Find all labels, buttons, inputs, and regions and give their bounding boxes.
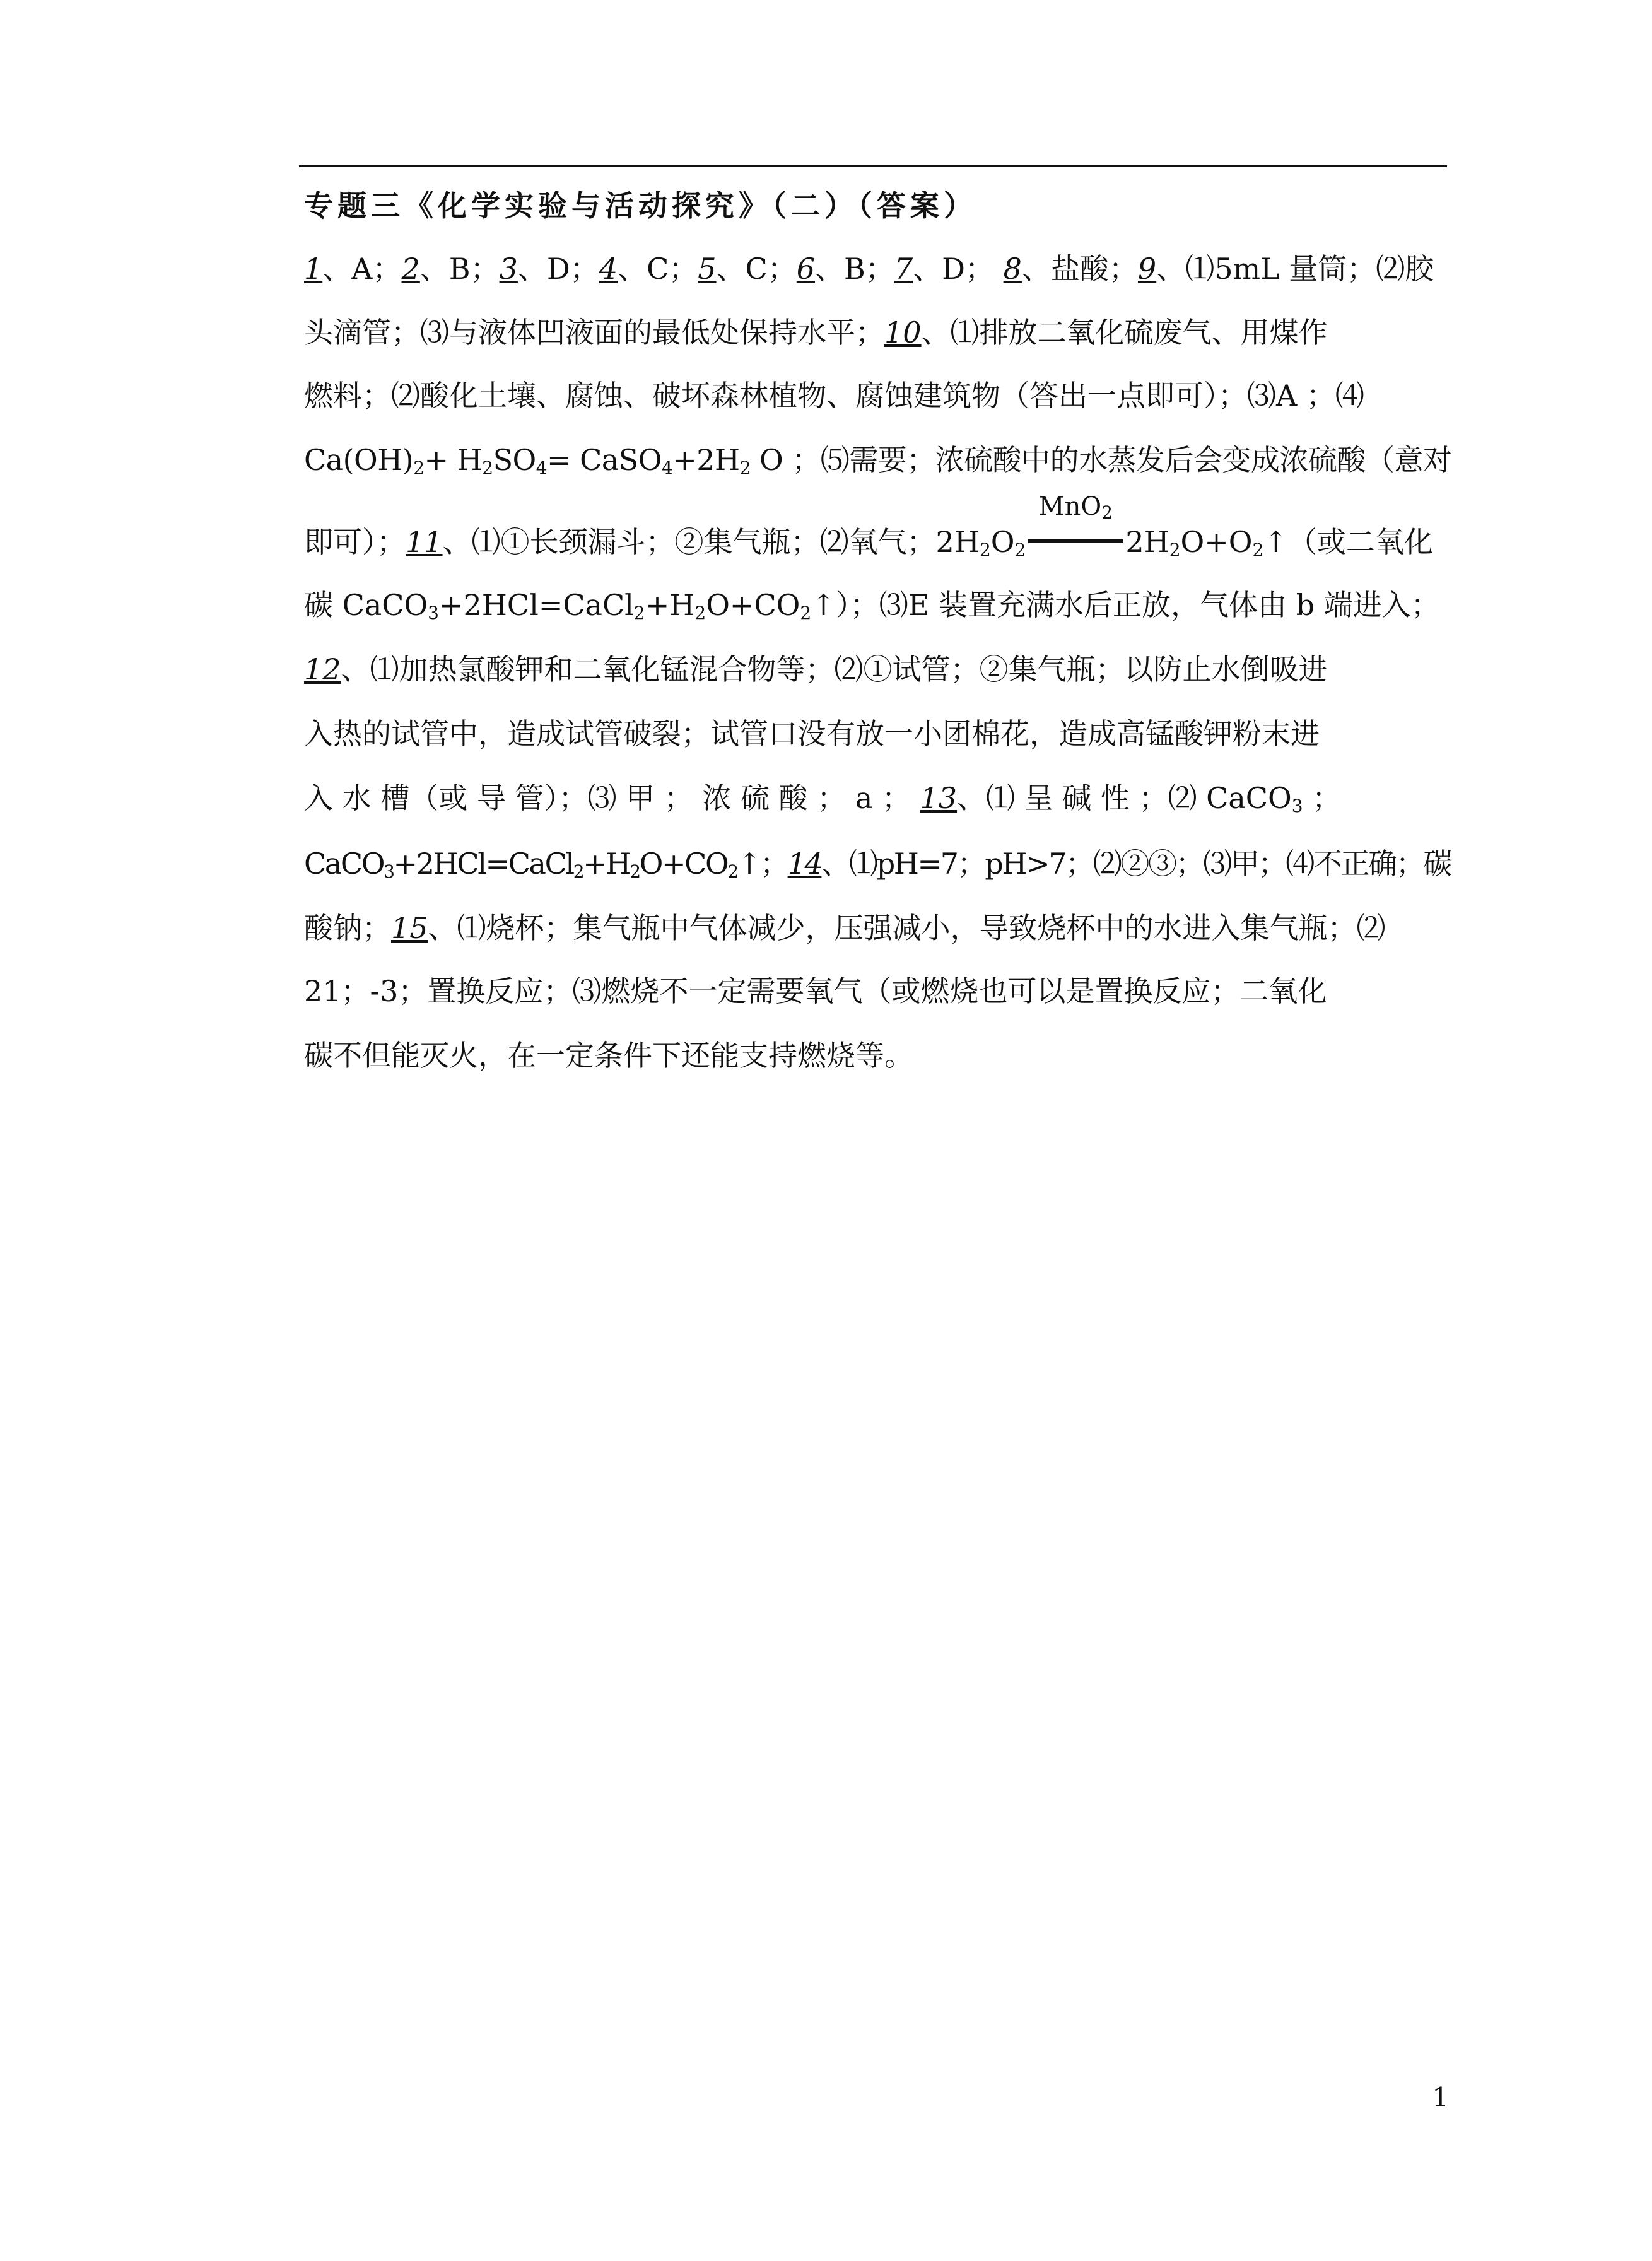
text-run: 、B； <box>419 252 500 286</box>
catalyst-equals-sign <box>1026 492 1125 561</box>
question-number: 7 <box>894 252 913 286</box>
answer-line <box>304 909 1452 947</box>
text-run: O+CO <box>706 588 800 622</box>
double-bar <box>1028 539 1123 543</box>
text-run: 头滴管；⑶与液体凹液面的最低处保持水平； <box>304 315 884 349</box>
answer-line <box>304 377 1452 414</box>
text-run: O+CO <box>639 847 728 881</box>
question-number: 9 <box>1137 252 1157 286</box>
catalyst-label: MnO$_2$ <box>1038 492 1113 523</box>
answer-line <box>304 1037 1452 1074</box>
question-number: 10 <box>884 315 922 349</box>
answer-line <box>304 586 1452 624</box>
question-number: 1 <box>304 252 323 286</box>
text-run: 入热的试管中，造成试管破裂；试管口没有放一小团棉花，造成高锰酸钾粉末进 <box>304 717 1320 751</box>
text-run: ↑）；⑶E 装置充满水后正放，气体由 b 端进入； <box>811 588 1440 622</box>
text-run: 21；-3；置换反应；⑶燃烧不一定需要氧气（或燃烧也可以是置换反应；二氧化 <box>304 974 1327 1008</box>
answer-line <box>304 845 1452 883</box>
text-run: +H <box>645 588 695 622</box>
subscript: 4 <box>536 457 548 478</box>
text-run: Ca(OH) <box>304 443 414 477</box>
text-run: +2H <box>672 443 740 477</box>
text-run: 即可）； <box>304 525 406 559</box>
question-number: 14 <box>787 847 822 881</box>
text-run: ↑（或二氧化 <box>1263 525 1433 559</box>
header-rule <box>299 165 1447 167</box>
question-number: 8 <box>1003 252 1022 286</box>
subscript: 2 <box>1252 539 1264 560</box>
answer-line <box>304 972 1452 1010</box>
text-run: CaCO <box>304 847 384 881</box>
text-run: 、⑴5mL 量筒；⑵胶 <box>1156 252 1434 286</box>
text-run: ↑； <box>737 847 788 881</box>
subscript: 2 <box>979 539 991 560</box>
text-run: +2HCl=CaCl <box>438 588 634 622</box>
subscript: 2 <box>633 602 645 623</box>
question-number: 13 <box>920 781 958 815</box>
subscript: 3 <box>384 861 394 882</box>
subscript: 2 <box>482 457 493 478</box>
page-title: 专题三《化学实验与活动探究》（二）（答案） <box>304 189 977 223</box>
question-number: 2 <box>401 252 420 286</box>
subscript: 4 <box>661 457 673 478</box>
text-run: 、⑴加热氯酸钾和二氧化锰混合物等；⑵①试管；②集气瓶；以防止水倒吸进 <box>341 652 1328 686</box>
subscript: 2 <box>800 602 812 623</box>
text-run: O ；⑸需要；浓硫酸中的水蒸发后会变成浓硫酸（意对 <box>750 443 1452 477</box>
text-run: O+O <box>1180 525 1253 559</box>
answer-line <box>304 314 1452 351</box>
text-run: 、盐酸； <box>1021 252 1138 286</box>
question-number: 12 <box>304 652 341 686</box>
text-run: 、⑴pH=7；pH>7；⑵②③；⑶甲；⑷不正确；碳 <box>821 847 1451 881</box>
text-run: 碳 CaCO <box>304 588 428 622</box>
subscript: 2 <box>727 861 737 882</box>
text-run: 、⑴排放二氧化硫废气、用煤作 <box>921 315 1328 349</box>
subscript: 2 <box>413 457 425 478</box>
answer-line <box>304 441 1452 479</box>
subscript: 3 <box>1291 796 1303 816</box>
text-run: 入 水 槽（或 导 管）；⑶ 甲 ； 浓 硫 酸 ； a ； <box>304 781 920 815</box>
answer-line <box>304 650 1452 688</box>
text-run: 2H <box>1125 525 1169 559</box>
text-run: O <box>990 525 1015 559</box>
subscript: 2 <box>694 602 706 623</box>
subscript: 2 <box>1014 539 1026 560</box>
text-run: SO <box>493 443 536 477</box>
text-run: 、C； <box>618 252 698 286</box>
page-number: 1 <box>1432 2082 1449 2113</box>
text-run: = CaSO <box>547 443 662 477</box>
text-run: 碳不但能灭火，在一定条件下还能支持燃烧等。 <box>304 1038 913 1072</box>
text-run: 、A； <box>322 252 402 286</box>
text-run: + H <box>424 443 483 477</box>
answer-line <box>304 250 1452 288</box>
question-number: 6 <box>796 252 816 286</box>
question-number: 11 <box>406 525 443 559</box>
question-number: 3 <box>499 252 518 286</box>
answer-line <box>304 779 1452 817</box>
text-run: 燃料；⑵酸化土壤、腐蚀、破坏森林植物、腐蚀建筑物（答出一点即可）；⑶A ；⑷ <box>304 379 1364 413</box>
subscript: 2 <box>630 861 640 882</box>
subscript: 2 <box>739 457 751 478</box>
text-run: +H <box>583 847 630 881</box>
question-number: 15 <box>391 911 428 945</box>
text-run: ； <box>1303 781 1342 815</box>
text-run: 、B； <box>815 252 894 286</box>
text-run: 、C； <box>716 252 797 286</box>
answer-line <box>304 715 1452 753</box>
text-run: 、⑴①长颈漏斗；②集气瓶；⑵氧气；2H <box>442 525 980 559</box>
answer-line <box>304 492 1452 561</box>
subscript: 2 <box>573 861 583 882</box>
subscript: 3 <box>428 602 439 623</box>
text-run: 、⑴ 呈 碱 性 ；⑵ CaCO <box>957 781 1292 815</box>
text-run: +2HCl=CaCl <box>393 847 573 881</box>
question-number: 4 <box>599 252 618 286</box>
question-number: 5 <box>698 252 717 286</box>
text-run: 酸钠； <box>304 911 391 945</box>
text-run: 、D； <box>517 252 599 286</box>
text-run: 、D； <box>913 252 1004 286</box>
text-run: 、⑴烧杯；集气瓶中气体减少，压强减小，导致烧杯中的水进入集气瓶；⑵ <box>428 911 1386 945</box>
subscript: 2 <box>1169 539 1181 560</box>
